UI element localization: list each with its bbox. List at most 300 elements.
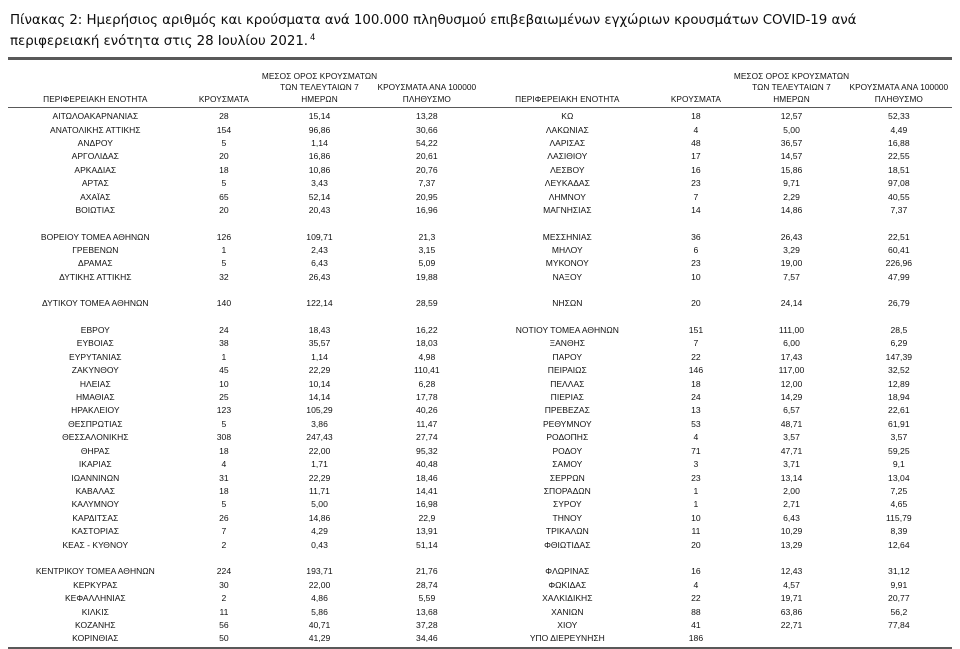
cell-cases: 1 [693, 499, 699, 510]
group-spacer [8, 552, 480, 565]
cell-per100k: 20,61 [416, 151, 438, 162]
cell-avg7: 6,00 [783, 338, 800, 349]
cell-avg7: 3,43 [311, 178, 328, 189]
cell-avg7: 22,00 [308, 579, 331, 590]
table-row [8, 578, 480, 591]
cell-name: ΧΑΝΙΩΝ [551, 606, 584, 617]
cell-per100k: 16,88 [888, 137, 910, 148]
cell-avg7: 5,00 [311, 499, 328, 510]
cell-per100k: 12,64 [888, 539, 910, 550]
table-row [8, 190, 480, 203]
cell-avg7: 3,57 [783, 432, 800, 443]
cell-avg7: 4,29 [311, 526, 328, 537]
table-row [8, 471, 480, 484]
cell-per100k: 11,47 [416, 418, 438, 429]
cell-per100k: 4,49 [890, 124, 908, 135]
cell-avg7: 12,00 [780, 378, 803, 389]
cell-cases: 7 [693, 191, 699, 202]
cell-name: ΚΑΛΥΜΝΟΥ [71, 499, 120, 510]
cell-name: ΖΑΚΥΝΘΟΥ [71, 365, 119, 376]
table-row [8, 511, 480, 524]
cell-cases: 20 [691, 298, 701, 309]
table-row [8, 270, 480, 283]
table-row [480, 471, 952, 484]
cell-name: ΠΑΡΟΥ [552, 351, 583, 362]
cell-name: ΜΕΣΣΗΝΙΑΣ [542, 231, 592, 242]
table-row [480, 350, 952, 363]
cell-cases: 38 [219, 338, 229, 349]
cell-cases: 88 [691, 606, 701, 617]
cell-per100k: 16,96 [416, 205, 438, 216]
group-spacer [480, 284, 952, 297]
cell-cases: 151 [688, 324, 704, 335]
column-header-per100k-left-lines [378, 82, 477, 105]
cell-name: ΑΙΤΩΛΟΑΚΑΡΝΑΝΙΑΣ [52, 111, 139, 122]
cell-name: ΔΥΤΙΚΟΥ ΤΟΜΕΑ ΑΘΗΝΩΝ [42, 298, 149, 309]
cell-cases: 20 [691, 539, 701, 550]
cell-name: ΙΩΑΝΝΙΝΩΝ [71, 472, 120, 483]
cell-avg7: 19,00 [780, 258, 803, 269]
cell-cases: 1 [221, 245, 227, 256]
cell-per100k: 20,76 [416, 164, 438, 175]
cell-avg7: 2,71 [783, 499, 800, 510]
cell-cases: 4 [693, 579, 699, 590]
column-header-cases-right-lines [671, 94, 721, 106]
column-header-avg7-left [261, 70, 378, 106]
cell-per100k: 5,09 [418, 258, 436, 269]
cell-avg7: 2,00 [783, 486, 800, 497]
page-title [10, 10, 946, 52]
table-row [480, 444, 952, 457]
table-row [8, 591, 480, 604]
cell-per100k: 22,9 [418, 512, 436, 523]
cell-name: ΚΑΒΑΛΑΣ [75, 486, 116, 497]
table-row [8, 525, 480, 538]
cell-cases: 18 [219, 445, 229, 456]
cell-per100k: 13,91 [416, 526, 438, 537]
group-spacer [8, 217, 480, 230]
cell-name: ΡΕΘΥΜΝΟΥ [542, 418, 592, 429]
table-row [480, 431, 952, 444]
cell-cases: 23 [691, 178, 701, 189]
cell-avg7: 13,14 [780, 472, 803, 483]
table-row [480, 525, 952, 538]
cell-per100k: 21,76 [416, 566, 438, 577]
table-row [480, 498, 952, 511]
cell-name: ΘΗΡΑΣ [80, 445, 110, 456]
cell-avg7: 11,71 [309, 486, 330, 497]
cell-avg7: 4,86 [311, 593, 328, 604]
cell-cases: 4 [221, 459, 227, 470]
cell-cases: 1 [693, 486, 699, 497]
column-header-avg7-right-lines [734, 71, 849, 106]
cell-per100k: 16,98 [416, 499, 438, 510]
table-row [480, 150, 952, 163]
cell-name: ΔΥΤΙΚΗΣ ΑΤΤΙΚΗΣ [59, 271, 132, 282]
cell-per100k: 5,59 [418, 593, 436, 604]
cell-per100k: 60,41 [888, 245, 910, 256]
cell-avg7: 26,43 [308, 271, 331, 282]
cell-cases: 1 [221, 351, 227, 362]
table-row [8, 457, 480, 470]
cell-avg7: 19,71 [780, 593, 803, 604]
cell-cases: 25 [219, 391, 229, 402]
cell-name: ΘΕΣΣΑΛΟΝΙΚΗΣ [62, 432, 129, 443]
cell-avg7: 47,71 [780, 445, 803, 456]
table-row [8, 257, 480, 270]
table-row [8, 404, 480, 417]
cell-avg7: 14,29 [780, 391, 803, 402]
cell-avg7: 16,86 [308, 151, 331, 162]
column-header-cases-right [655, 70, 738, 106]
column-header-region-left [8, 70, 183, 106]
cell-per100k: 40,55 [888, 191, 910, 202]
column-header-cases-left-lines [199, 94, 249, 106]
cell-avg7: 14,86 [308, 512, 331, 523]
cell-name: ΚΙΛΚΙΣ [81, 606, 109, 617]
cell-avg7: 3,29 [783, 245, 800, 256]
table-header-row [8, 60, 952, 107]
cell-per100k: 110,41 [413, 365, 440, 376]
cell-cases: 308 [216, 432, 232, 443]
cell-cases: 5 [221, 418, 227, 429]
cell-avg7: 193,71 [306, 566, 333, 577]
table-right-column [480, 109, 952, 645]
cell-avg7: 14,86 [780, 205, 803, 216]
cell-cases: 3 [693, 459, 699, 470]
cell-cases: 146 [688, 365, 704, 376]
table-left-column [8, 109, 480, 645]
table-row [8, 484, 480, 497]
cell-cases: 23 [691, 472, 701, 483]
cell-per100k: 32,52 [888, 365, 910, 376]
cell-per100k: 31,12 [888, 566, 910, 577]
cell-per100k: 4,65 [890, 499, 908, 510]
header-line: ΚΡΟΥΣΜΑΤΑ ΑΝΑ 100000 [849, 82, 949, 93]
group-spacer [8, 284, 480, 297]
cell-name: ΦΛΩΡΙΝΑΣ [545, 566, 590, 577]
cell-name: ΛΗΜΝΟΥ [548, 191, 586, 202]
cell-avg7: 3,86 [311, 418, 328, 429]
cell-per100k: 37,28 [416, 619, 438, 630]
cell-avg7: 22,29 [308, 365, 331, 376]
cell-avg7: 22,00 [308, 445, 331, 456]
header-line: ΠΕΡΙΦΕΡΕΙΑΚΗ ΕΝΟΤΗΤΑ [43, 93, 148, 104]
cell-name: ΝΑΞΟΥ [552, 271, 583, 282]
cell-avg7: 9,71 [783, 178, 800, 189]
header-line: ΗΜΕΡΩΝ [301, 93, 338, 104]
cell-name: ΗΡΑΚΛΕΙΟΥ [71, 405, 120, 416]
cell-avg7: 2,43 [311, 245, 328, 256]
cell-cases: 17 [691, 151, 701, 162]
table-row [8, 123, 480, 136]
cell-name: ΔΡΑΜΑΣ [78, 258, 113, 269]
cell-cases: 14 [691, 205, 701, 216]
table-row [8, 632, 480, 645]
cell-per100k: 56,2 [890, 606, 908, 617]
cell-avg7: 5,86 [311, 606, 328, 617]
cell-per100k: 28,5 [890, 324, 908, 335]
cell-avg7: 6,43 [311, 258, 328, 269]
table-row [480, 123, 952, 136]
cell-name: ΚΕΝΤΡΙΚΟΥ ΤΟΜΕΑ ΑΘΗΝΩΝ [35, 566, 155, 577]
table-row [480, 578, 952, 591]
header-line: ΚΡΟΥΣΜΑΤΑ ΑΝΑ 100000 [377, 82, 477, 93]
cell-cases: 16 [691, 164, 701, 175]
cell-cases: 13 [691, 405, 701, 416]
cell-cases: 10 [691, 512, 701, 523]
table-row [8, 136, 480, 149]
group-spacer [480, 217, 952, 230]
column-header-region-left-lines [43, 94, 147, 106]
cell-per100k: 34,46 [416, 633, 438, 644]
table-row [8, 203, 480, 216]
cell-per100k: 13,28 [416, 111, 438, 122]
cell-name: ΛΑΚΩΝΙΑΣ [545, 124, 589, 135]
cell-cases: 18 [691, 378, 701, 389]
table-row [480, 565, 952, 578]
cell-cases: 18 [219, 486, 229, 497]
cell-avg7: 10,86 [308, 164, 331, 175]
cell-name: ΗΜΑΘΙΑΣ [75, 391, 115, 402]
cell-cases: 65 [219, 191, 229, 202]
cell-avg7: 15,86 [780, 164, 803, 175]
cell-avg7: 111,00 [778, 324, 805, 335]
group-spacer [480, 552, 952, 565]
cell-cases: 18 [691, 111, 701, 122]
cell-cases: 23 [691, 258, 701, 269]
column-header-per100k-right-lines [850, 82, 949, 105]
table-row [480, 591, 952, 604]
cell-per100k: 19,88 [416, 271, 438, 282]
cell-name: ΚΕΡΚΥΡΑΣ [73, 579, 118, 590]
table-row [8, 498, 480, 511]
table-row [8, 618, 480, 631]
cell-cases: 50 [219, 633, 229, 644]
table-row [8, 377, 480, 390]
table-row [480, 417, 952, 430]
cell-avg7: 41,29 [308, 633, 331, 644]
cell-per100k: 22,55 [888, 151, 910, 162]
group-spacer [480, 310, 952, 323]
cell-per100k: 18,94 [888, 391, 910, 402]
cell-name: ΥΠΟ ΔΙΕΡΕΥΝΗΣΗ [529, 633, 605, 644]
table-row [8, 431, 480, 444]
cell-name: ΒΟΙΩΤΙΑΣ [75, 205, 116, 216]
cell-cases: 2 [221, 539, 227, 550]
cell-name: ΠΕΛΛΑΣ [550, 378, 585, 389]
cell-per100k: 17,78 [416, 391, 438, 402]
cell-per100k: 22,61 [888, 405, 910, 416]
table-row [8, 565, 480, 578]
cell-name: ΛΑΣΙΘΙΟΥ [547, 151, 588, 162]
cell-avg7: 14,14 [308, 391, 331, 402]
cell-name: ΚΕΑΣ - ΚΥΘΝΟΥ [62, 539, 129, 550]
cell-name: ΑΝΑΤΟΛΙΚΗΣ ΑΤΤΙΚΗΣ [50, 124, 141, 135]
header-line: ΚΡΟΥΣΜΑΤΑ [198, 93, 250, 104]
table-row [480, 511, 952, 524]
table-row [480, 243, 952, 256]
cell-name: ΚΑΡΔΙΤΣΑΣ [72, 512, 119, 523]
cell-avg7: 14,57 [780, 151, 803, 162]
cell-per100k: 9,91 [890, 579, 908, 590]
table-header-left-half [8, 70, 480, 106]
cell-per100k: 13,68 [416, 606, 438, 617]
table-row [8, 230, 480, 243]
cell-name: ΡΟΔΟΥ [552, 445, 583, 456]
cell-per100k: 6,28 [418, 378, 436, 389]
cell-avg7: 22,29 [308, 472, 331, 483]
cell-per100k: 97,08 [888, 178, 910, 189]
cell-avg7: 12,57 [780, 111, 803, 122]
cell-name: ΤΡΙΚΑΛΩΝ [545, 526, 589, 537]
cell-avg7: 10,29 [780, 526, 803, 537]
column-header-avg7-right [733, 70, 850, 106]
cell-avg7: 2,29 [783, 191, 800, 202]
cell-avg7: 22,71 [780, 619, 803, 630]
column-header-avg7-left-lines [262, 71, 377, 106]
cell-per100k: 40,26 [416, 405, 438, 416]
table-row [480, 363, 952, 376]
cell-cases: 123 [216, 405, 232, 416]
cell-per100k: 52,33 [888, 111, 910, 122]
table-row [480, 203, 952, 216]
table-row [480, 136, 952, 149]
cell-avg7: 7,57 [783, 271, 800, 282]
cell-cases: 10 [691, 271, 701, 282]
cell-cases: 24 [219, 324, 229, 335]
cell-cases: 24 [691, 391, 701, 402]
table-row [480, 390, 952, 403]
cell-cases: 126 [216, 231, 232, 242]
header-line: ΤΩΝ ΤΕΛΕΥΤΑΙΩΝ 7 [280, 82, 359, 93]
cell-per100k: 21,3 [418, 231, 436, 242]
table-row [480, 632, 952, 645]
cell-name: ΞΑΝΘΗΣ [549, 338, 586, 349]
cell-cases: 7 [693, 338, 699, 349]
cell-cases: 5 [221, 137, 227, 148]
cell-name: ΕΒΡΟΥ [80, 324, 110, 335]
cell-per100k: 8,39 [890, 526, 908, 537]
cell-cases: 186 [688, 633, 704, 644]
cell-name: ΒΟΡΕΙΟΥ ΤΟΜΕΑ ΑΘΗΝΩΝ [40, 231, 150, 242]
cell-avg7: 52,14 [308, 191, 331, 202]
cell-avg7: 105,29 [306, 405, 333, 416]
cell-cases: 5 [221, 178, 227, 189]
cell-name: ΕΥΡΥΤΑΝΙΑΣ [69, 351, 122, 362]
cell-name: ΛΕΣΒΟΥ [550, 164, 585, 175]
table-row [480, 109, 952, 122]
table-row [480, 404, 952, 417]
cell-avg7: 36,57 [780, 137, 803, 148]
column-header-region-right-lines [515, 94, 619, 106]
cell-name: ΠΙΕΡΙΑΣ [550, 391, 584, 402]
header-line: ΚΡΟΥΣΜΑΤΑ [670, 93, 722, 104]
table-row [8, 163, 480, 176]
cell-cases: 4 [693, 124, 699, 135]
table-row [8, 417, 480, 430]
cell-name: ΜΥΚΟΝΟΥ [545, 258, 589, 269]
cell-name: ΚΑΣΤΟΡΙΑΣ [71, 526, 119, 537]
cell-name: ΧΙΟΥ [557, 619, 578, 630]
cell-cases: 28 [219, 111, 229, 122]
cell-per100k: 115,79 [885, 512, 912, 523]
table-row [480, 323, 952, 336]
cell-cases: 6 [693, 245, 699, 256]
cell-per100k: 28,74 [416, 579, 438, 590]
cell-cases: 16 [691, 566, 701, 577]
table-row [8, 177, 480, 190]
cell-avg7: 17,43 [780, 351, 803, 362]
table-row [480, 457, 952, 470]
cell-name: ΜΗΛΟΥ [551, 245, 583, 256]
cell-avg7: 48,71 [780, 418, 803, 429]
cell-name: ΚΟΖΑΝΗΣ [75, 619, 116, 630]
cell-per100k: 3,57 [890, 432, 908, 443]
cell-avg7: 10,14 [308, 378, 331, 389]
cell-per100k: 18,46 [416, 472, 438, 483]
cell-per100k: 40,48 [416, 459, 438, 470]
cell-avg7: 63,86 [780, 606, 803, 617]
table-row [480, 163, 952, 176]
cell-name: ΛΕΥΚΑΔΑΣ [544, 178, 590, 189]
cell-avg7: 13,29 [780, 539, 803, 550]
cell-avg7: 122,14 [306, 298, 333, 309]
header-line: ΠΛΗΘΥΣΜΟ [874, 93, 923, 104]
cell-per100k: 22,51 [888, 231, 910, 242]
cell-per100k: 27,74 [416, 432, 438, 443]
table-row [8, 323, 480, 336]
cell-name: ΜΑΓΝΗΣΙΑΣ [543, 205, 592, 216]
cell-per100k: 226,96 [885, 258, 913, 269]
cell-name: ΘΕΣΠΡΩΤΙΑΣ [68, 418, 123, 429]
cell-cases: 140 [216, 298, 232, 309]
cell-cases: 31 [219, 472, 229, 483]
cell-name: ΝΗΣΩΝ [552, 298, 583, 309]
footnote-marker: 4 [310, 32, 316, 43]
cell-cases: 11 [219, 606, 229, 617]
cell-avg7: 117,00 [778, 365, 805, 376]
cell-cases: 2 [221, 593, 227, 604]
cell-cases: 4 [693, 432, 699, 443]
cell-per100k: 54,22 [416, 137, 438, 148]
table-row [480, 270, 952, 283]
cell-cases: 10 [219, 378, 229, 389]
cell-cases: 18 [219, 164, 229, 175]
table-row [480, 177, 952, 190]
table-row [480, 190, 952, 203]
cell-per100k: 6,29 [890, 338, 908, 349]
table-row [480, 297, 952, 310]
table-row [8, 538, 480, 551]
table-row [8, 109, 480, 122]
cell-avg7: 4,57 [783, 579, 800, 590]
table-row [480, 484, 952, 497]
cell-avg7: 24,14 [780, 298, 803, 309]
data-table [8, 57, 952, 649]
cell-per100k: 16,22 [416, 324, 438, 335]
cell-per100k: 4,98 [418, 351, 436, 362]
cell-name: ΑΡΤΑΣ [81, 178, 109, 189]
cell-name: ΗΛΕΙΑΣ [79, 378, 111, 389]
cell-name: ΛΑΡΙΣΑΣ [549, 137, 586, 148]
cell-avg7: 12,43 [780, 566, 803, 577]
cell-name: ΙΚΑΡΙΑΣ [78, 459, 112, 470]
cell-name: ΣΕΡΡΩΝ [549, 472, 585, 483]
cell-avg7: 15,14 [308, 111, 331, 122]
cell-name: ΠΕΙΡΑΙΩΣ [547, 365, 587, 376]
cell-avg7: 1,71 [311, 459, 328, 470]
